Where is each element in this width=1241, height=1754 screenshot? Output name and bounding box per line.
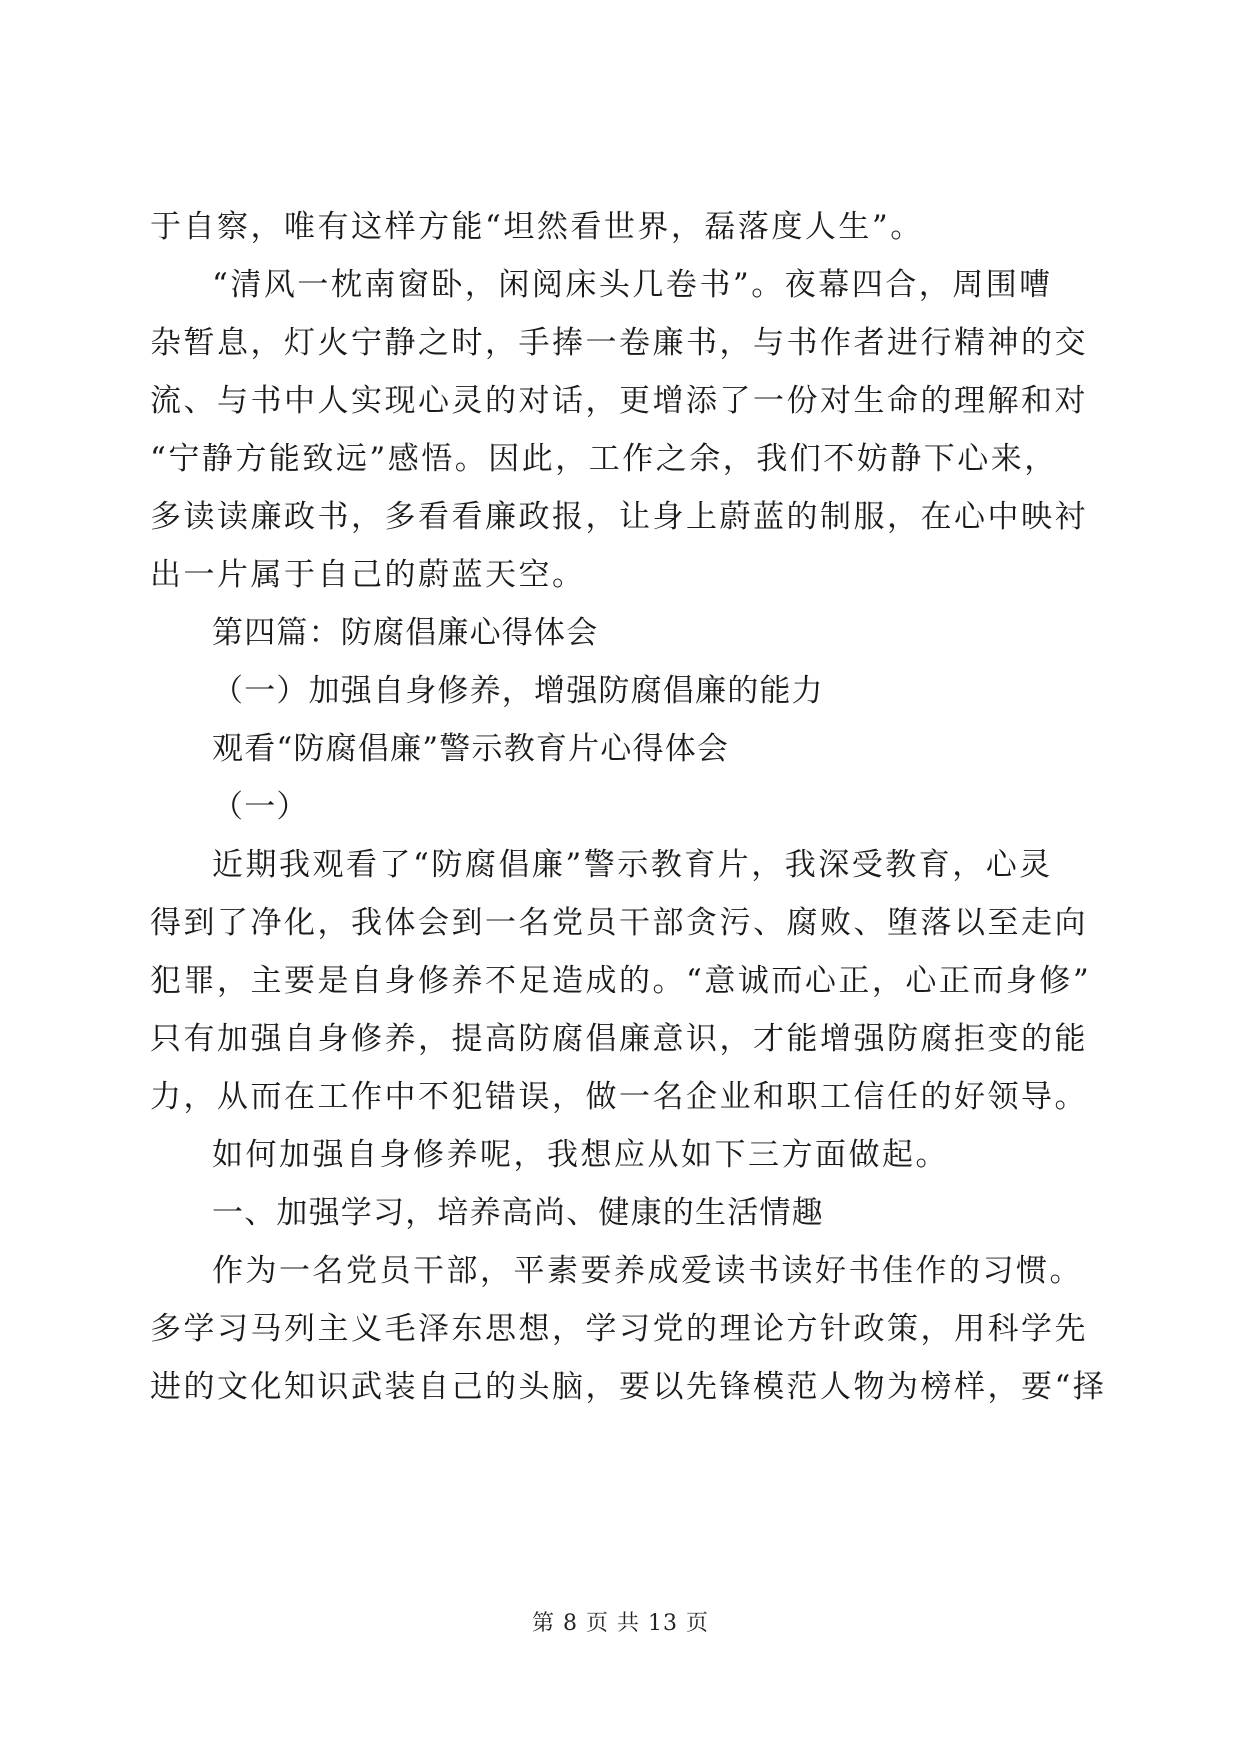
text-line: 多学习马列主义毛泽东思想，学习党的理论方针政策，用科学先 — [150, 1311, 1088, 1347]
point-heading: 一、加强学习，培养高尚、健康的生活情趣 — [212, 1195, 824, 1231]
document-body — [150, 198, 1107, 1416]
section-subheading: （一）加强自身修养，增强防腐倡廉的能力 — [212, 673, 824, 709]
page-footer: 第 8 页 共 13 页 — [532, 1611, 709, 1636]
text-line: 流、与书中人实现心灵的对话，更增添了一份对生命的理解和对 — [150, 383, 1088, 419]
text-line: 如何加强自身修养呢，我想应从如下三方面做起。 — [212, 1137, 949, 1173]
text-line: “清风一枕南窗卧，闲阅床头几卷书”。夜幕四合，周围嘈 — [212, 267, 1053, 303]
text-line: 出一片属于自己的蔚蓝天空。 — [150, 557, 586, 593]
text-line: 多读读廉政书，多看看廉政报，让身上蔚蓝的制服，在心中映衬 — [150, 499, 1088, 535]
text-line: 只有加强自身修养，提高防腐倡廉意识，才能增强防腐拒变的能 — [150, 1021, 1088, 1057]
text-line: 作为一名党员干部，平素要养成爱读书读好书佳作的习惯。 — [212, 1253, 1083, 1289]
text-line: 于自察，唯有这样方能“坦然看世界，磊落度人生”。 — [150, 209, 924, 245]
article-title: 观看“防腐倡廉”警示教育片心得体会 — [212, 731, 730, 767]
text-line: 犯罪，主要是自身修养不足造成的。“意诚而心正，心正而身修” — [150, 963, 1092, 999]
text-line: “宁静方能致远”感悟。因此，工作之余，我们不妨静下心来， — [150, 441, 1058, 477]
text-line: 力，从而在工作中不犯错误，做一名企业和职工信任的好领导。 — [150, 1079, 1088, 1115]
text-line: 进的文化知识武装自己的头脑，要以先锋模范人物为榜样，要“择 — [150, 1369, 1107, 1405]
text-line: 近期我观看了“防腐倡廉”警示教育片，我深受教育，心灵 — [212, 847, 1053, 883]
text-line: 得到了净化，我体会到一名党员干部贪污、腐败、堕落以至走向 — [150, 905, 1088, 941]
text-line: 杂暂息，灯火宁静之时，手捧一卷廉书，与书作者进行精神的交 — [150, 325, 1088, 361]
section-heading: 第四篇：防腐倡廉心得体会 — [212, 615, 599, 651]
part-label: （一） — [212, 789, 309, 825]
